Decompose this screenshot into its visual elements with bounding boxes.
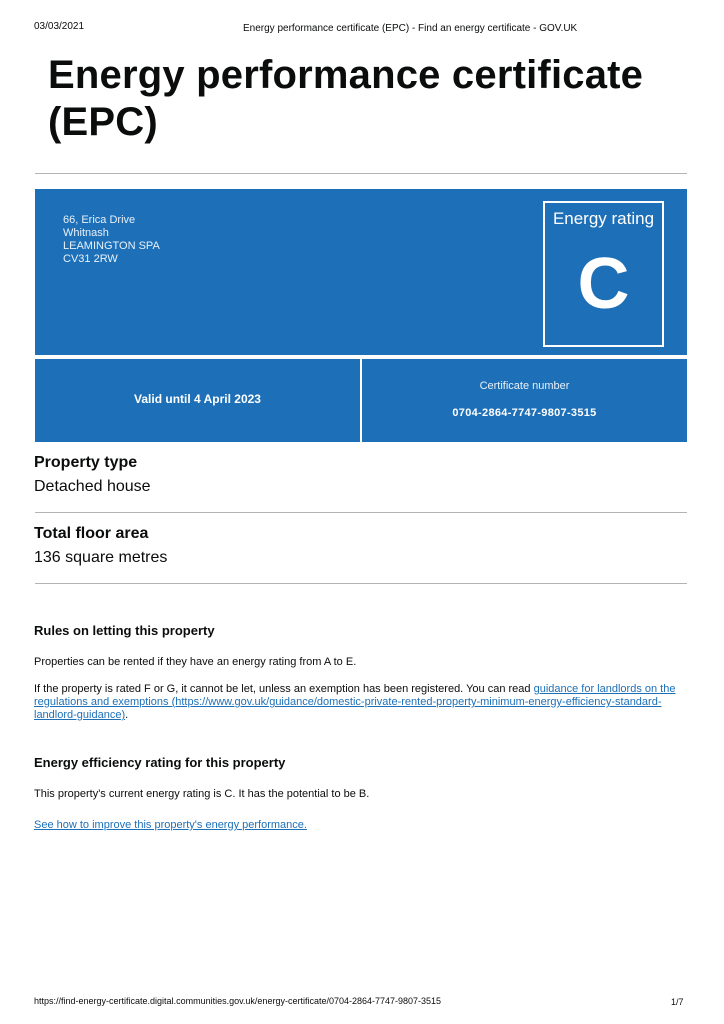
- floor-area-value: 136 square metres: [34, 549, 168, 566]
- certificate-number: 0704-2864-7747-9807-3515: [452, 407, 597, 419]
- page-title: Energy performance certificate (EPC): [48, 53, 644, 144]
- floor-area-heading: Total floor area: [34, 525, 149, 542]
- property-address: [63, 214, 160, 266]
- print-page-title: Energy performance certificate (EPC) - Find an energy certificate - GOV.UK: [243, 23, 578, 34]
- print-page-number: 1/7: [671, 997, 684, 1007]
- valid-until: Valid until 4 April 2023: [134, 392, 261, 406]
- exemptions-text-end: .: [125, 709, 129, 721]
- address-line: CV31 2RW: [63, 253, 118, 265]
- panel-divider: [360, 359, 362, 442]
- letting-exemptions-text: [34, 683, 690, 722]
- exemptions-text: If the property is rated F or G, it cannot be let, unless an exemption has been registered. You can read: [34, 683, 534, 695]
- certificate-details-panel: [35, 359, 687, 442]
- address-line: LEAMINGTON SPA: [63, 240, 160, 252]
- certificate-number-label: Certificate number: [479, 380, 570, 392]
- efficiency-rating-heading: Energy efficiency rating for this property: [34, 755, 286, 770]
- address-line: 66, Erica Drive: [63, 214, 136, 226]
- property-type-value: Detached house: [34, 478, 151, 495]
- letting-rules-text: Properties can be rented if they have an energy rating from A to E.: [34, 656, 357, 668]
- energy-rating-letter: C: [577, 244, 630, 324]
- letting-rules-heading: Rules on letting this property: [34, 623, 215, 638]
- epc-summary-panel: [35, 189, 687, 355]
- landlord-guidance-link[interactable]: guidance for landlords on the regulations and exemptions (https://www.gov.uk/guidance/domestic-private-rented-property-minimum-energy-efficiency-standard-landlord-guidance): [34, 683, 676, 721]
- property-type-heading: Property type: [34, 454, 138, 471]
- improve-performance-link[interactable]: See how to improve this property's energy performance.: [34, 819, 307, 831]
- print-date: 03/03/2021: [34, 21, 85, 32]
- energy-rating-box: [543, 201, 664, 347]
- print-footer-url: https://find-energy-certificate.digital.communities.gov.uk/energy-certificate/0704-2864-7747-9807-3515: [34, 996, 442, 1006]
- address-line: Whitnash: [63, 227, 109, 239]
- section-divider: [35, 583, 687, 584]
- section-divider: [35, 512, 687, 513]
- efficiency-rating-text: This property's current energy rating is C. It has the potential to be B.: [34, 788, 370, 800]
- energy-rating-label: Energy rating: [552, 209, 655, 228]
- title-divider: [35, 173, 687, 174]
